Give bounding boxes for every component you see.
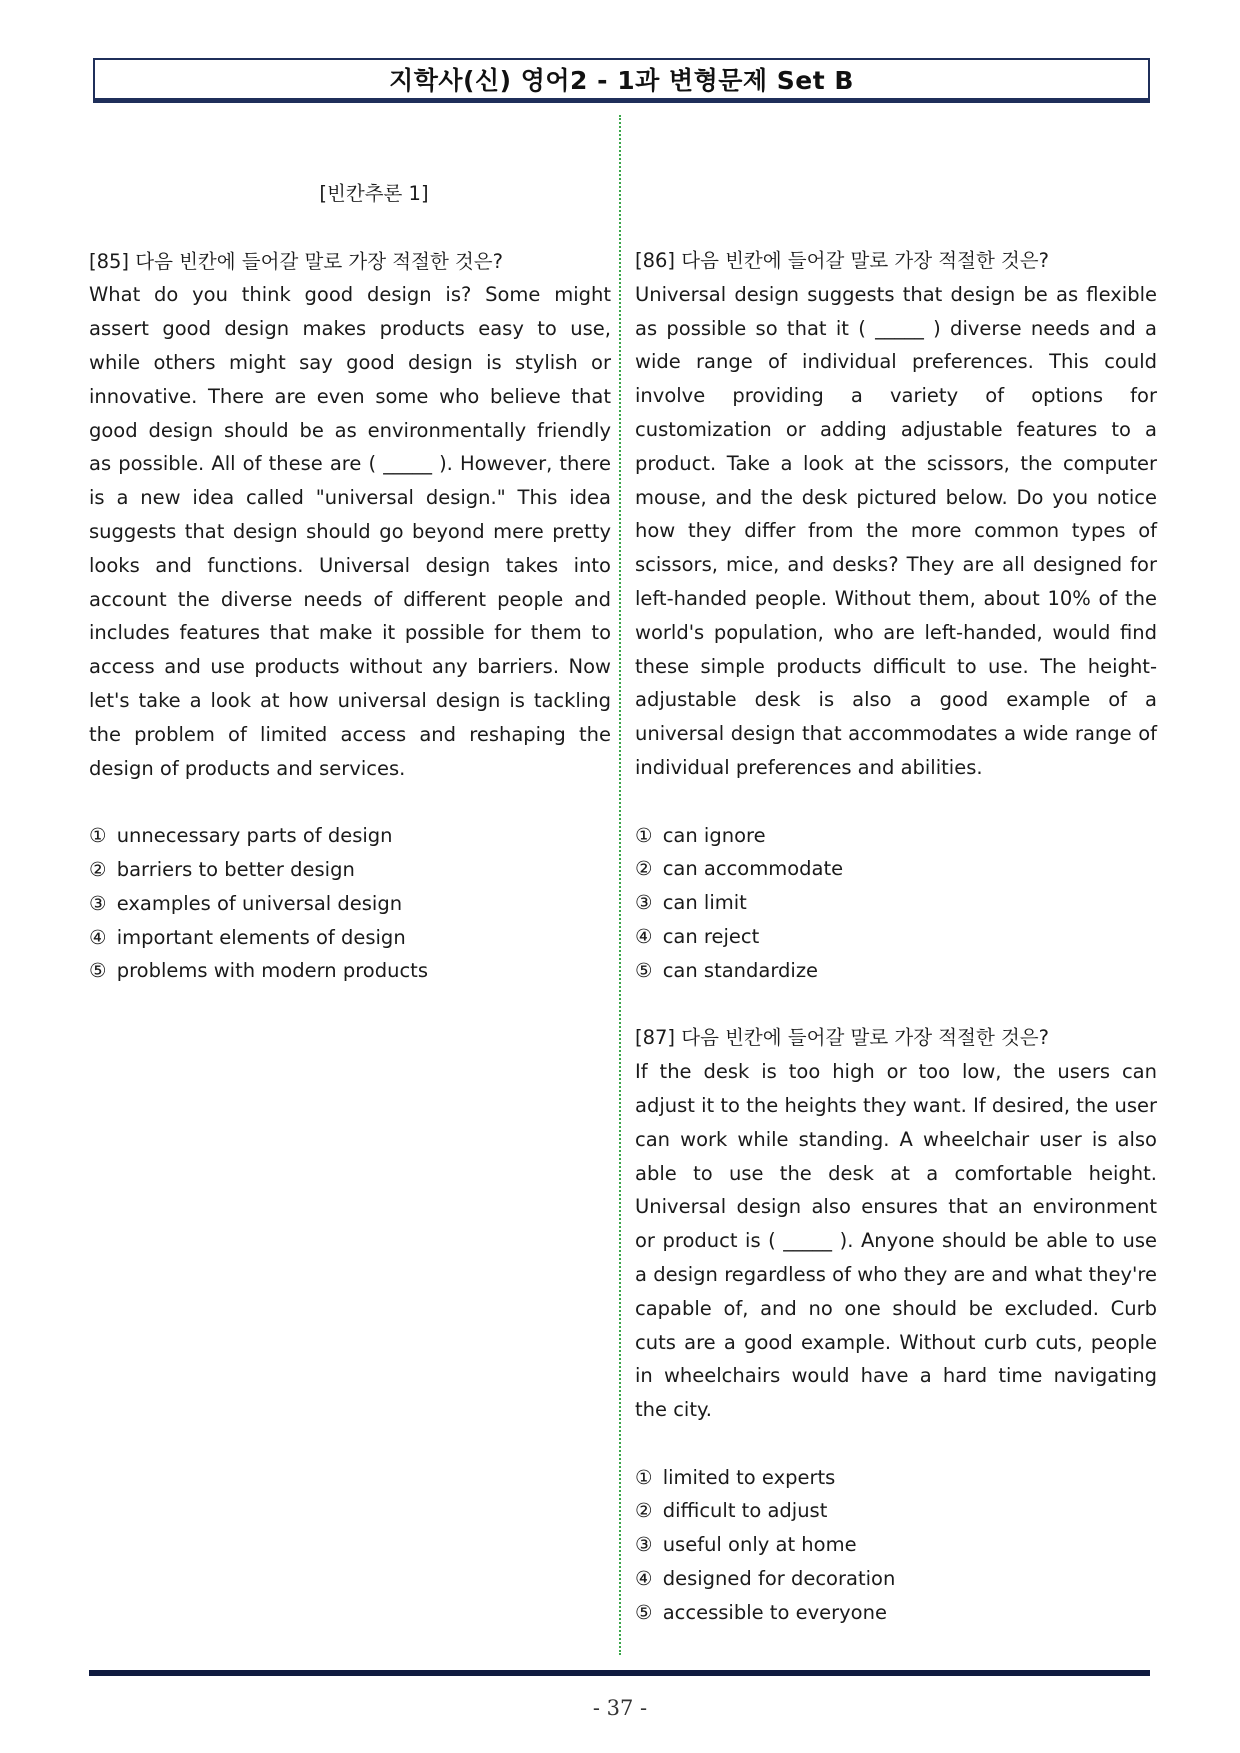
choice-number: ③ bbox=[635, 1533, 653, 1557]
choice-text: designed for decoration bbox=[662, 1567, 896, 1591]
choice-item[interactable] bbox=[89, 819, 611, 853]
question-87-heading: [87] 다음 빈칸에 들어갈 말로 가장 적절한 것은? bbox=[635, 1026, 1049, 1050]
choice-item[interactable] bbox=[89, 921, 611, 955]
question-85-passage: What do you think good design is? Some might assert good design makes products easy to use, while others might say good design is stylish or innovative. There are even some who believe that good design should be as environmentally friendly as possible. All of these are ( _____ ). However, there is a new idea called "universal design." This idea suggests that design should go beyond mere pretty looks and functions. Universal design takes into account the diverse needs of different people and includes features that make it possible for them to access and use products without any barriers. Now let's take a look at how universal design is tackling the problem of limited access and reshaping the design of products and services. bbox=[89, 283, 611, 780]
choice-item[interactable] bbox=[635, 1596, 1157, 1630]
choice-item[interactable] bbox=[635, 954, 1157, 988]
footer-rule bbox=[89, 1670, 1150, 1676]
choice-number: ① bbox=[635, 1465, 653, 1489]
choice-text: useful only at home bbox=[662, 1533, 857, 1557]
question-86 bbox=[635, 244, 1157, 988]
choice-number: ④ bbox=[635, 1567, 653, 1591]
choice-text: accessible to everyone bbox=[662, 1600, 887, 1624]
choice-text: can limit bbox=[662, 891, 747, 915]
choice-item[interactable] bbox=[89, 954, 611, 988]
choice-number: ① bbox=[89, 824, 107, 848]
choice-item[interactable] bbox=[635, 886, 1157, 920]
choice-item[interactable] bbox=[89, 887, 611, 921]
choice-item[interactable] bbox=[89, 853, 611, 887]
choice-number: ③ bbox=[89, 891, 107, 915]
choice-number: ⑤ bbox=[89, 959, 107, 983]
choice-item[interactable] bbox=[635, 819, 1157, 853]
right-column bbox=[635, 244, 1157, 1630]
question-85 bbox=[89, 245, 611, 989]
choice-text: examples of universal design bbox=[116, 891, 403, 915]
choice-number: ③ bbox=[635, 891, 653, 915]
page-number: - 37 - bbox=[592, 1696, 648, 1720]
question-87-choices bbox=[635, 1461, 1157, 1630]
choice-number: ② bbox=[89, 857, 107, 881]
left-column bbox=[89, 177, 611, 988]
question-86-heading: [86] 다음 빈칸에 들어갈 말로 가장 적절한 것은? bbox=[635, 249, 1049, 272]
choice-text: important elements of design bbox=[116, 925, 406, 949]
choice-item[interactable] bbox=[635, 1461, 1157, 1495]
choice-item[interactable] bbox=[635, 1528, 1157, 1562]
question-85-choices bbox=[89, 819, 611, 988]
choice-item[interactable] bbox=[635, 1494, 1157, 1528]
choice-text: can accommodate bbox=[662, 857, 844, 881]
page-header bbox=[93, 58, 1150, 103]
question-85-heading: [85] 다음 빈칸에 들어갈 말로 가장 적절한 것은? bbox=[89, 249, 503, 273]
question-87-passage: If the desk is too high or too low, the users can adjust it to the heights they want. If desired, the user can work while standing. A wheelchair user is also able to use the desk at a comfortable height. Universal design also ensures that an environment or product is ( _____ ). Anyone should be able to use a design regardless of who they are and what they're capable of, and no one should be excluded. Curb cuts are a good example. Without curb cuts, people in wheelchairs would have a hard time navigating the city. bbox=[635, 1060, 1157, 1422]
choice-text: barriers to better design bbox=[116, 857, 355, 881]
choice-number: ② bbox=[635, 857, 653, 881]
choice-text: unnecessary parts of design bbox=[116, 824, 393, 848]
choice-text: limited to experts bbox=[662, 1465, 836, 1489]
choice-item[interactable] bbox=[635, 852, 1157, 886]
choice-text: can ignore bbox=[662, 823, 766, 847]
page-title: 지학사(신) 영어2 - 1과 변형문제 Set B bbox=[389, 66, 854, 95]
question-87 bbox=[635, 1021, 1157, 1629]
question-86-passage: Universal design suggests that design be as flexible as possible so that it ( _____ ) diverse needs and a wide range of individual preferences. This could involve providing a variety of options for customization or adding adjustable features to a product. Take a look at the scissors, the computer mouse, and the desk pictured below. Do you notice how they differ from the more common types of scissors, mice, and desks? They are all designed for left-handed people. Without them, about 10% of the world's population, who are left-handed, would find these simple products difficult to use. The height-adjustable desk is also a good example of a universal design that accommodates a wide range of individual preferences and abilities. bbox=[635, 282, 1157, 779]
choice-item[interactable] bbox=[635, 920, 1157, 954]
section-heading: [빈칸추론 1] bbox=[319, 182, 429, 205]
choice-text: problems with modern products bbox=[116, 959, 428, 983]
column-divider bbox=[619, 115, 621, 1655]
question-86-choices bbox=[635, 819, 1157, 988]
choice-number: ⑤ bbox=[635, 958, 653, 982]
choice-number: ④ bbox=[89, 925, 107, 949]
choice-text: can standardize bbox=[662, 958, 819, 982]
choice-number: ④ bbox=[635, 924, 653, 948]
choice-item[interactable] bbox=[635, 1562, 1157, 1596]
choice-number: ⑤ bbox=[635, 1600, 653, 1624]
choice-number: ① bbox=[635, 823, 653, 847]
choice-text: can reject bbox=[662, 924, 760, 948]
choice-text: difficult to adjust bbox=[662, 1499, 828, 1523]
choice-number: ② bbox=[635, 1499, 653, 1523]
